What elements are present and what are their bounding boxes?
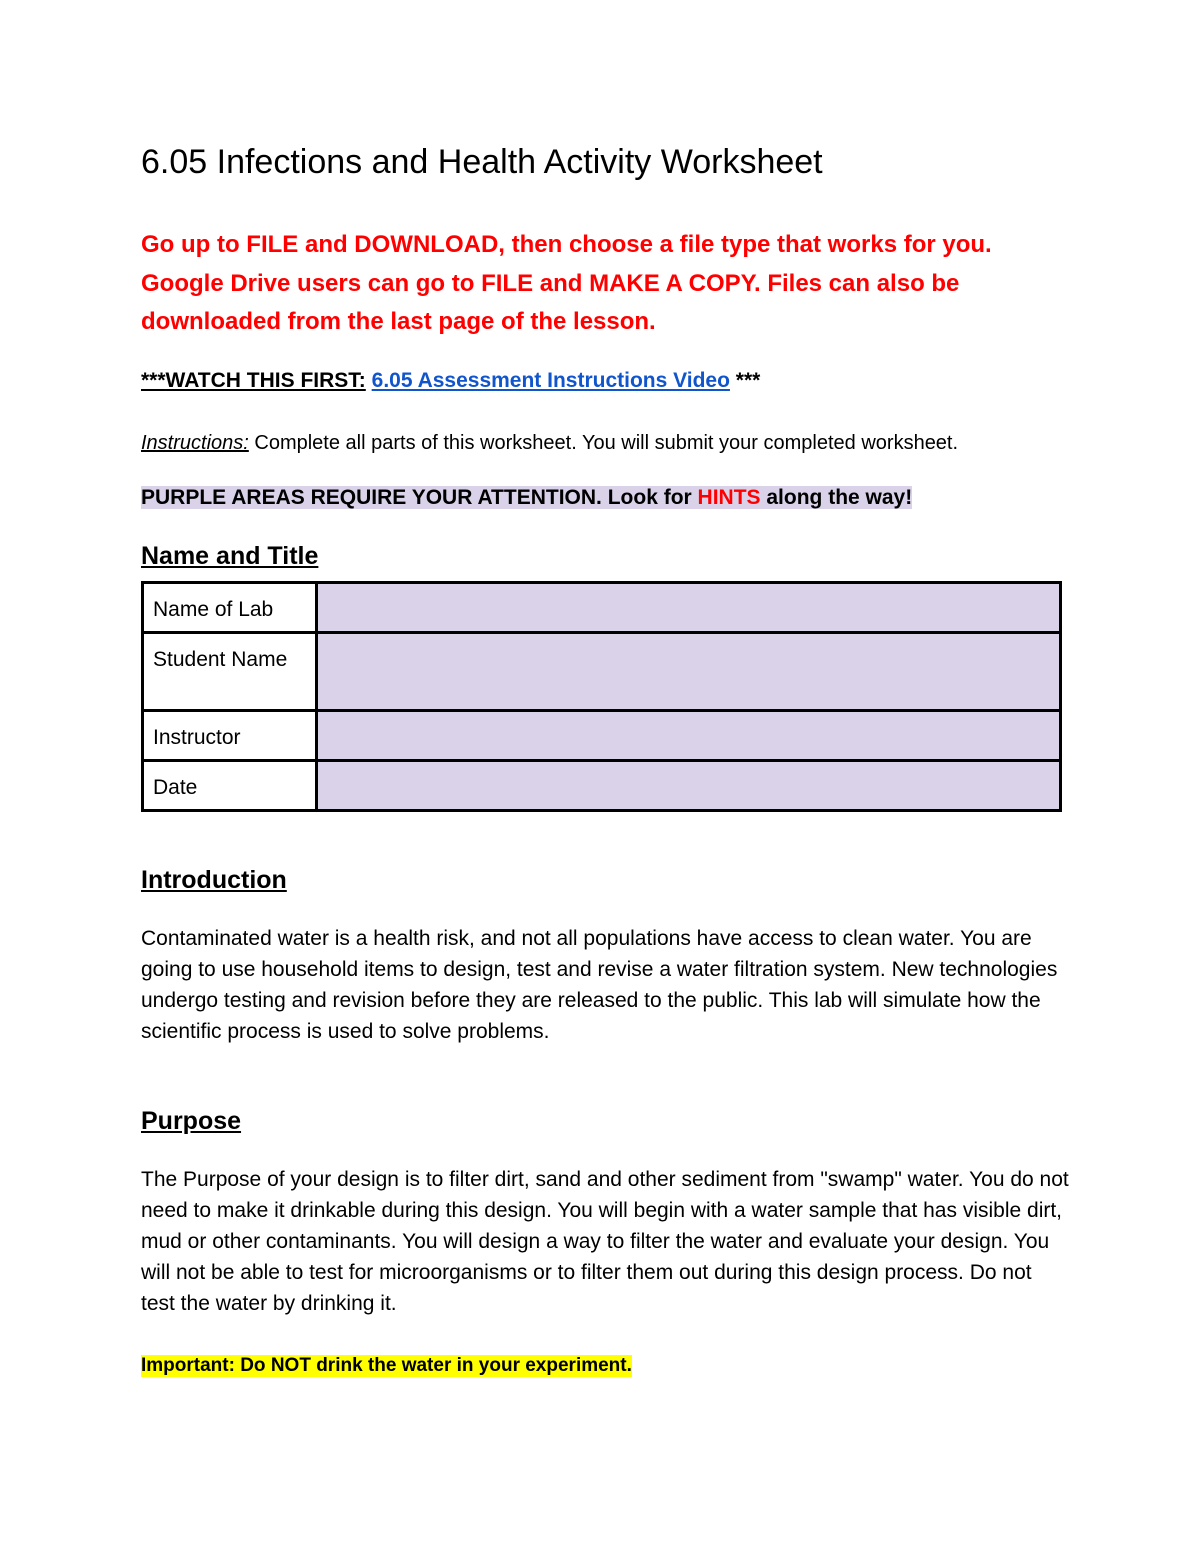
- purpose-heading: Purpose: [141, 1107, 242, 1135]
- row-label-date: Date: [143, 761, 317, 811]
- row-label-student-name: Student Name: [143, 633, 317, 711]
- page-title: 6.05 Infections and Health Activity Worksheet: [141, 143, 823, 181]
- student-name-field[interactable]: [317, 633, 1061, 711]
- instructions-video-link[interactable]: 6.05 Assessment Instructions Video: [371, 369, 730, 392]
- row-label-lab-name: Name of Lab: [143, 583, 317, 633]
- watch-first-line: [141, 369, 760, 393]
- introduction-text: Contaminated water is a health risk, and not all populations have access to clean water. You are going to use household items to design, test and revise a water filtration system. New technologies undergo testing and revision before they are released to the public. This lab will simulate how the scientific process is used to solve problems.: [141, 927, 1058, 1043]
- table-row: [143, 711, 1061, 761]
- instructions-text: Complete all parts of this worksheet. You will submit your completed worksheet.: [248, 432, 959, 454]
- attention-line: [141, 486, 912, 510]
- important-warning: Important: Do NOT drink the water in your experiment.: [141, 1355, 632, 1376]
- table-row: [143, 583, 1061, 633]
- row-label-instructor: Instructor: [143, 711, 317, 761]
- download-note: Go up to FILE and DOWNLOAD, then choose a file type that works for you. Google Drive users can go to FILE and MAKE A COPY. Files can also be downloaded from the last page of the lesson.: [141, 231, 992, 335]
- instructions-label: Instructions:: [141, 432, 249, 454]
- name-title-table: [141, 581, 1062, 812]
- hints-word: HINTS: [697, 486, 761, 509]
- attention-part1: PURPLE AREAS REQUIRE YOUR ATTENTION. Look for: [141, 486, 698, 509]
- introduction-heading: Introduction: [141, 866, 287, 894]
- table-row: [143, 633, 1061, 711]
- date-field[interactable]: [317, 761, 1061, 811]
- table-row: [143, 761, 1061, 811]
- watch-suffix: ***: [729, 369, 761, 392]
- watch-prefix: ***: [141, 369, 166, 392]
- lab-name-field[interactable]: [317, 583, 1061, 633]
- instructions-line: [141, 432, 958, 455]
- watch-label: WATCH THIS FIRST:: [165, 369, 366, 392]
- instructor-field[interactable]: [317, 711, 1061, 761]
- attention-highlight: [141, 486, 912, 509]
- name-title-heading: Name and Title: [141, 542, 319, 570]
- purpose-text: The Purpose of your design is to filter dirt, sand and other sediment from "swamp" water. You do not need to make it drinkable during this design. You will begin with a water sample that has visible dirt, mud or other contaminants. You will design a way to filter the water and evaluate your design. You will not be able to test for microorganisms or to filter them out during this design process. Do not test the water by drinking it.: [141, 1168, 1069, 1315]
- attention-part2: along the way!: [760, 486, 913, 509]
